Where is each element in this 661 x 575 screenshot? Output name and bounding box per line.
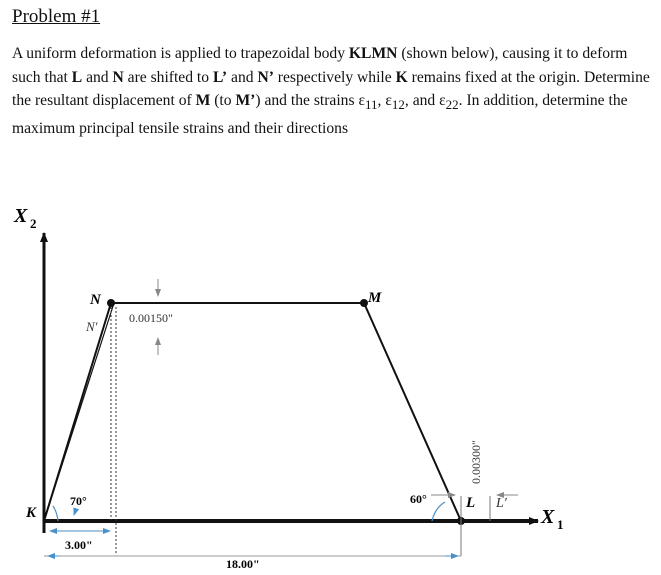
statement-text: (to xyxy=(210,92,236,110)
strain-subscript-22: 22 xyxy=(445,97,459,113)
strain-subscript-12: 12 xyxy=(391,97,405,113)
angle-arc-right xyxy=(432,502,445,521)
label-l-prime: L′ xyxy=(496,496,507,511)
statement-text: respectively while xyxy=(273,68,396,86)
vertex-n xyxy=(107,299,115,307)
statement-bold-klmn: KLMN xyxy=(348,45,398,62)
top-shift-dimension: 0.00150" xyxy=(129,311,173,325)
x2-axis-subscript: 2 xyxy=(30,216,37,231)
base-offset-dimension: 3.00" xyxy=(65,538,93,552)
label-n: N xyxy=(90,292,101,308)
base-length-dimension: 18.00" xyxy=(226,557,260,571)
statement-text: A uniform deformation is applied to trapezoidal body xyxy=(12,45,349,62)
statement-text: ) and the strains ε xyxy=(255,92,365,110)
statement-bold-l: L xyxy=(71,68,83,86)
angle-left-label: 70° xyxy=(70,494,87,508)
statement-bold-m: M xyxy=(195,92,211,110)
statement-bold-k: K xyxy=(395,68,408,86)
statement-text: . In addition, determine the maximum principal tensile strains and their directions xyxy=(12,92,628,137)
statement-text: and xyxy=(82,68,113,86)
statement-text: , ε xyxy=(377,92,392,110)
vertex-m xyxy=(360,299,368,307)
label-l: L xyxy=(466,495,476,511)
label-m: M xyxy=(368,290,382,306)
angle-arc-left xyxy=(53,506,58,521)
right-shift-dimension: 0.00300" xyxy=(469,440,483,484)
problem-heading: Problem #1 xyxy=(12,6,101,27)
statement-bold-n: N xyxy=(112,68,124,86)
angle-left-arrow xyxy=(74,509,76,515)
statement-text: are shifted to xyxy=(123,68,213,86)
statement-text: and xyxy=(227,68,258,86)
angle-right-label: 60° xyxy=(410,492,427,506)
statement-text: (shown below), causing it to deform such that xyxy=(12,45,628,86)
statement-bold-n-prime: N’ xyxy=(257,68,274,86)
x2-axis-label: X xyxy=(14,205,28,227)
strain-subscript-11: 11 xyxy=(365,97,378,113)
deformed-edge-kn-prime xyxy=(44,303,114,521)
label-k: K xyxy=(26,505,37,521)
statement-text: , and ε xyxy=(404,92,446,110)
trapezoid-klmn xyxy=(44,303,461,521)
statement-bold-l-prime: L’ xyxy=(212,68,228,86)
statement-bold-m-prime: M’ xyxy=(235,92,256,110)
x1-axis-subscript: 1 xyxy=(557,517,564,532)
statement-text: remains fixed at the origin. Determine the resultant displacement of xyxy=(12,68,650,110)
x1-axis-label: X xyxy=(541,506,555,528)
label-n-prime: N′ xyxy=(86,319,98,334)
